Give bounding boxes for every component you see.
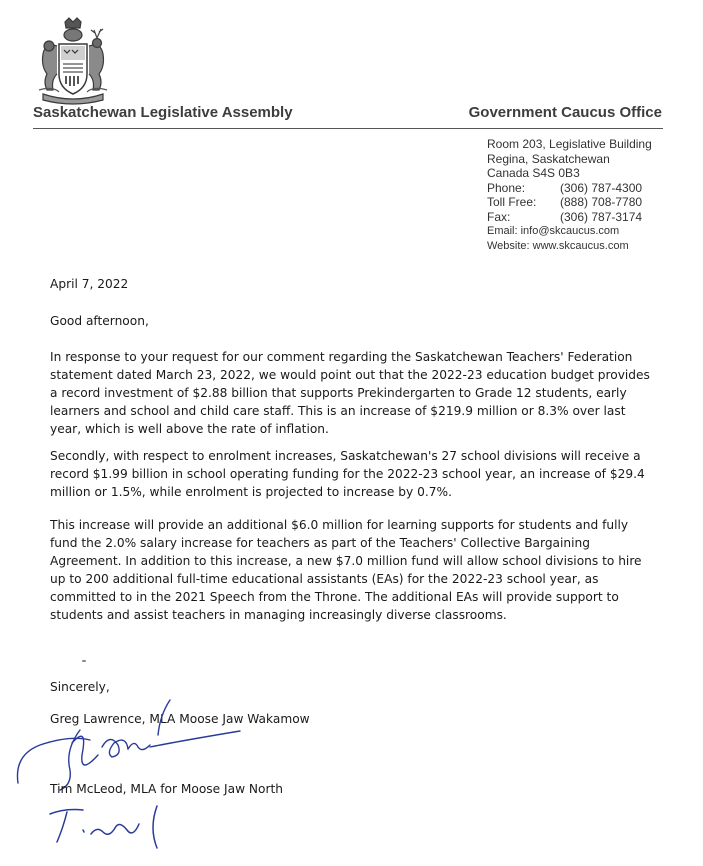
tollfree-label: Toll Free: (487, 195, 537, 209)
letter-date: April 7, 2022 (50, 277, 129, 291)
paragraph-3: This increase will provide an additional $6.0 million for learning supports for students and fully fund the 2.0% salary increase for teachers as part of the Teachers' Collective Bargaining Agreement. In addition to this increase, a new $7.0 million fund will allow school divisions to hire up to 200 additional full-time educational assistants (EAs) for the 2022-23 school year, as committed to in the 2021 Speech from the Throne. The additional EAs will provide support to students and assist teachers in managing increasingly diverse classrooms. (50, 518, 642, 622)
phone-label: Phone: (487, 180, 526, 195)
closing: Sincerely, (50, 680, 110, 694)
signatory-1: Greg Lawrence, MLA Moose Jaw Wakamow (50, 712, 310, 726)
paragraph-1: In response to your request for our comment regarding the Saskatchewan Teachers' Federation statement dated March 23, 2022, we would point out that the 2022-23 education budget provides a record investment of $2.88 billion that supports Prekindergarten to Grade 12 students, early learners and school and child care staff. This is an increase of $219.9 million or 8.3% over last year, which is well above the rate of inflation. (50, 350, 650, 436)
office-address-block (487, 137, 652, 253)
address-line-2: Regina, Saskatchewan (487, 151, 610, 166)
address-line-3: Canada S4S 0B3 (487, 166, 580, 180)
paragraph-2: Secondly, with respect to enrolment increases, Saskatchewan's 27 school divisions will receive a record $1.99 billion in school operating funding for the 2022-23 school year, an increase of $29.4 million or 1.5%, while enrolment is projected to increase by 0.7%. (50, 449, 645, 499)
greeting: Good afternoon, (50, 314, 149, 328)
tollfree-row (487, 195, 652, 210)
assembly-title: Saskatchewan Legislative Assembly (33, 104, 293, 121)
fax-label: Fax: (487, 209, 511, 224)
coat-of-arms-logo (33, 16, 113, 108)
stray-mark (82, 660, 86, 662)
website-line: Website: www.skcaucus.com (487, 239, 629, 252)
fax-value: (306) 787-3174 (560, 209, 643, 224)
office-title: Government Caucus Office (468, 104, 662, 121)
tollfree-value: (888) 708-7780 (560, 195, 643, 209)
signatory-2: Tim McLeod, MLA for Moose Jaw North (50, 782, 284, 796)
signature-tim-mcleod (45, 800, 195, 860)
header-divider (33, 128, 663, 129)
email-line: Email: info@skcaucus.com (487, 225, 620, 237)
phone-value: (306) 787-4300 (560, 180, 643, 195)
phone-row (487, 181, 652, 196)
address-line-1: Room 203, Legislative Building (487, 137, 652, 151)
fax-row (487, 210, 652, 225)
